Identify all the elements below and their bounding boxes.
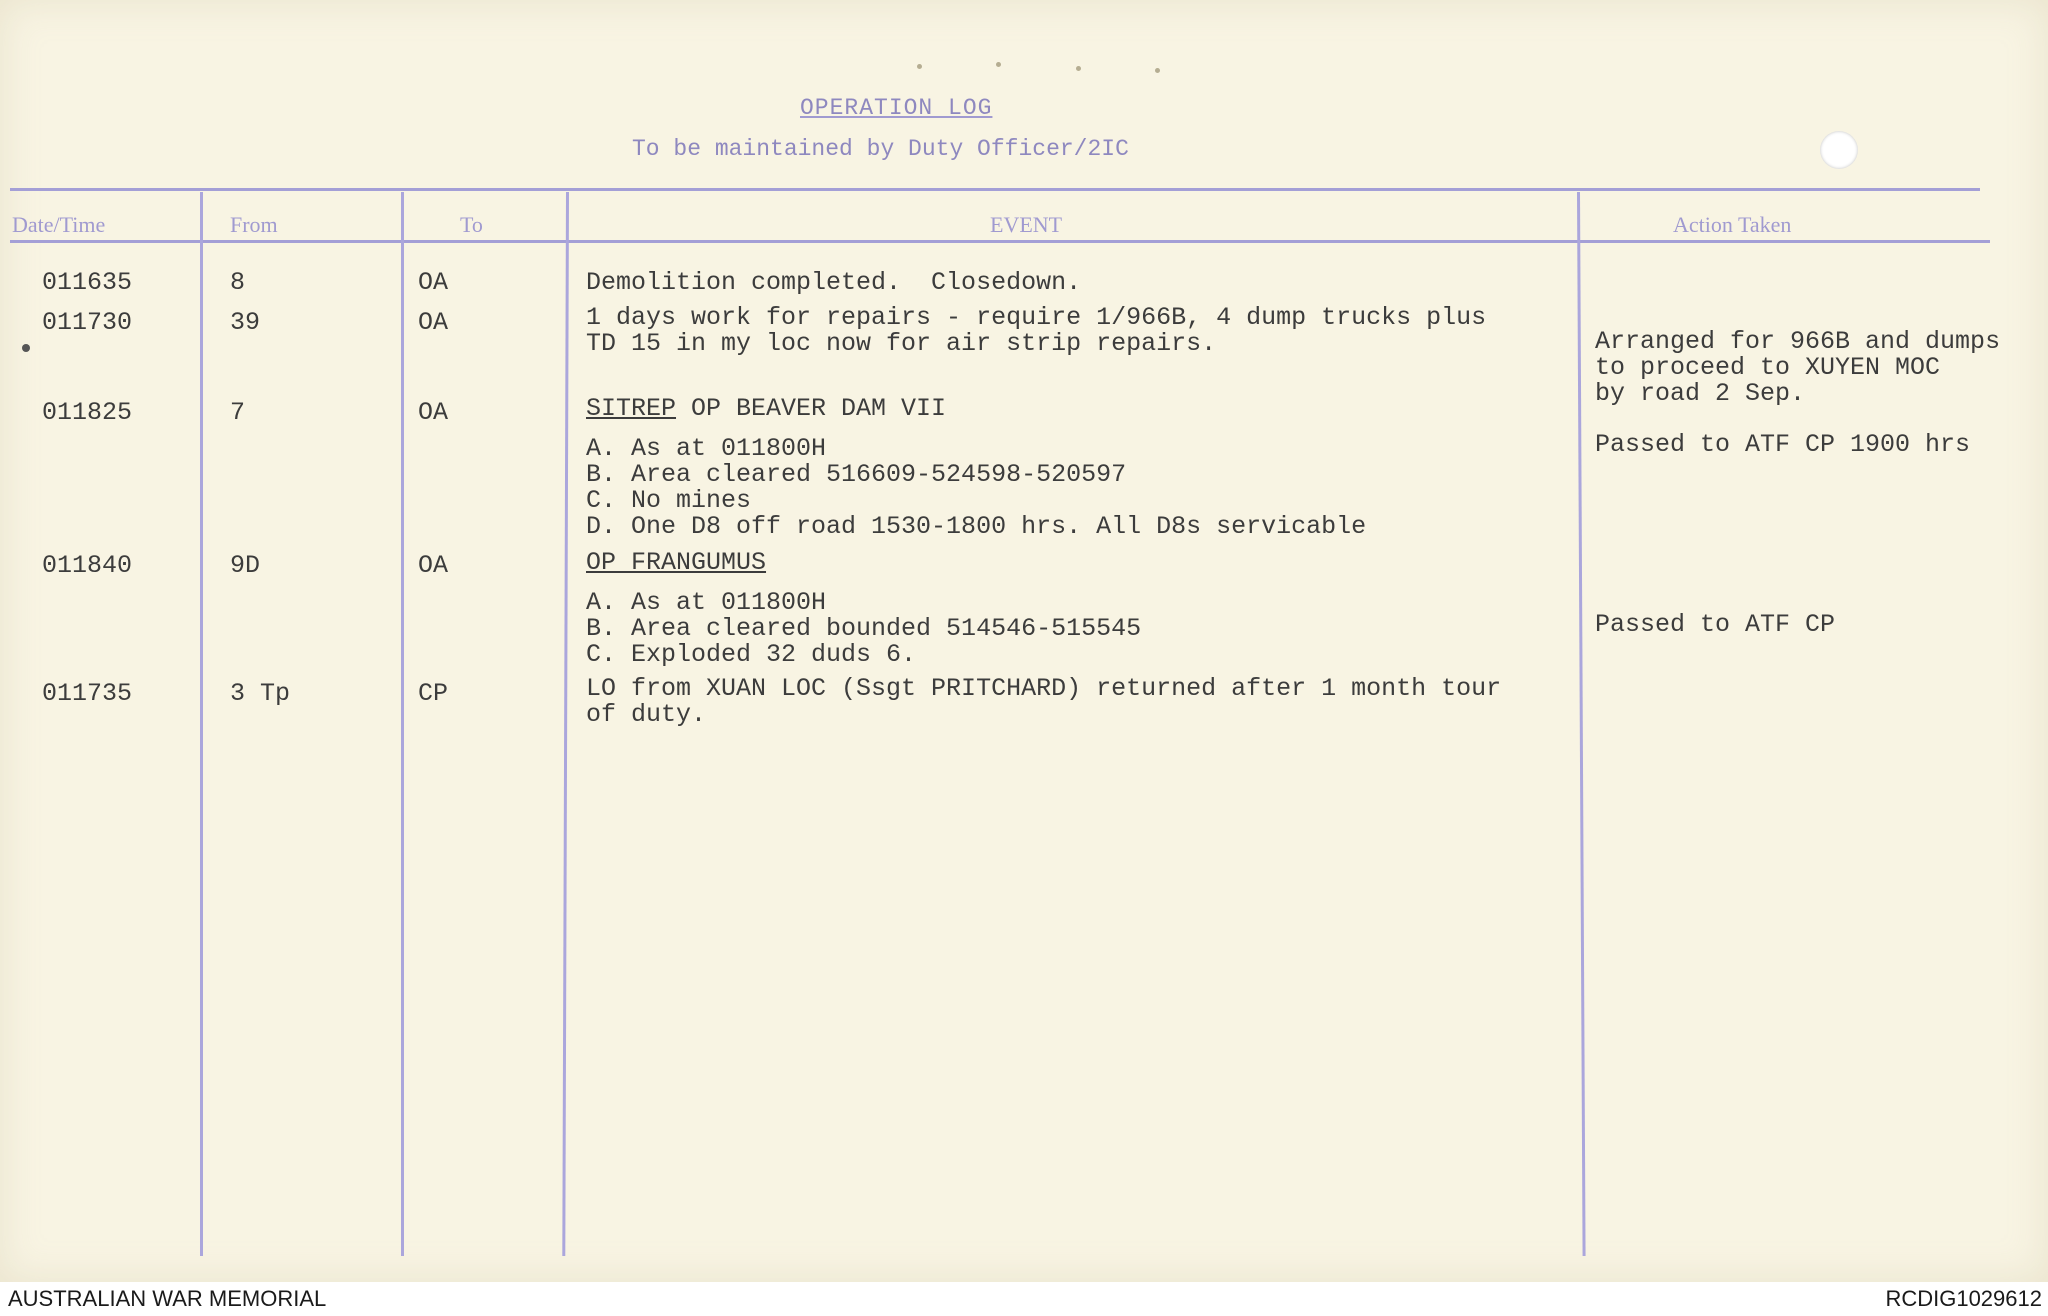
form-title: OPERATION LOG: [800, 95, 993, 121]
entry-event-line: B. Area cleared 516609-524598-520597: [586, 460, 1127, 489]
entry-event-line: Demolition completed. Closedown.: [586, 268, 1082, 297]
entry-event-line: of duty.: [586, 700, 707, 729]
footer-record-id: RCDIG1029612: [1885, 1286, 2042, 1311]
entry-date-time: 011730: [42, 308, 133, 337]
entry-from: 39: [230, 308, 261, 337]
column-header-date-time: Date/Time: [12, 212, 106, 237]
entry-date-time: 011735: [42, 679, 133, 708]
event-heading-rest: OP BEAVER DAM VII: [676, 394, 947, 423]
entry-event-line: LO from XUAN LOC (Ssgt PRITCHARD) returned after 1 month tour: [586, 674, 1502, 703]
entry-action-line: Passed to ATF CP: [1595, 610, 1836, 639]
entry-action-line: to proceed to XUYEN MOC: [1595, 353, 1941, 382]
entry-from: 8: [230, 268, 246, 297]
pin-hole: [1155, 68, 1160, 73]
entry-to: OA: [418, 398, 449, 427]
entry-from: 9D: [230, 551, 261, 580]
entry-action-line: by road 2 Sep.: [1595, 379, 1806, 408]
entry-to: CP: [418, 679, 449, 708]
entry-event-line: D. One D8 off road 1530-1800 hrs. All D8s servicable: [586, 512, 1367, 541]
column-header-action-taken: Action Taken: [1673, 212, 1792, 237]
ink-dot: [22, 344, 30, 352]
event-heading-underlined: SITREP: [586, 394, 677, 423]
entry-date-time: 011635: [42, 268, 133, 297]
column-divider: [200, 192, 203, 1256]
entry-to: OA: [418, 308, 449, 337]
entry-event-line: A. As at 011800H: [586, 588, 827, 617]
entry-event-line: B. Area cleared bounded 514546-515545: [586, 614, 1142, 643]
entry-event-line: C. No mines: [586, 486, 752, 515]
entry-date-time: 011825: [42, 398, 133, 427]
column-header-to: To: [460, 212, 483, 237]
footer-archive-name: AUSTRALIAN WAR MEMORIAL: [8, 1286, 327, 1311]
entry-event-heading: [586, 396, 946, 422]
column-header-from: From: [230, 212, 278, 237]
entry-from: 3 Tp: [230, 679, 291, 708]
entry-event-line: C. Exploded 32 duds 6.: [586, 640, 917, 669]
pin-hole: [996, 62, 1001, 67]
column-divider: [562, 192, 569, 1256]
entry-from: 7: [230, 398, 246, 427]
column-header-event: EVENT: [990, 212, 1063, 237]
pin-hole: [1076, 66, 1081, 71]
entry-event-line: 1 days work for repairs - require 1/966B, 4 dump trucks plus: [586, 303, 1487, 332]
punch-hole: [1820, 131, 1858, 169]
form-subtitle: To be maintained by Duty Officer/2IC: [632, 136, 1129, 162]
table-top-rule: [10, 188, 1980, 191]
column-divider: [1577, 192, 1586, 1256]
entry-event-heading: OP FRANGUMUS: [586, 548, 767, 577]
column-divider: [401, 192, 404, 1256]
entry-event-line: TD 15 in my loc now for air strip repairs.: [586, 329, 1217, 358]
entry-date-time: 011840: [42, 551, 133, 580]
pin-hole: [917, 64, 922, 69]
entry-event-line: A. As at 011800H: [586, 434, 827, 463]
entry-to: OA: [418, 551, 449, 580]
entry-to: OA: [418, 268, 449, 297]
entry-action-line: Passed to ATF CP 1900 hrs: [1595, 430, 1971, 459]
entry-action-line: Arranged for 966B and dumps: [1595, 327, 2001, 356]
header-bottom-rule: [10, 240, 1990, 243]
